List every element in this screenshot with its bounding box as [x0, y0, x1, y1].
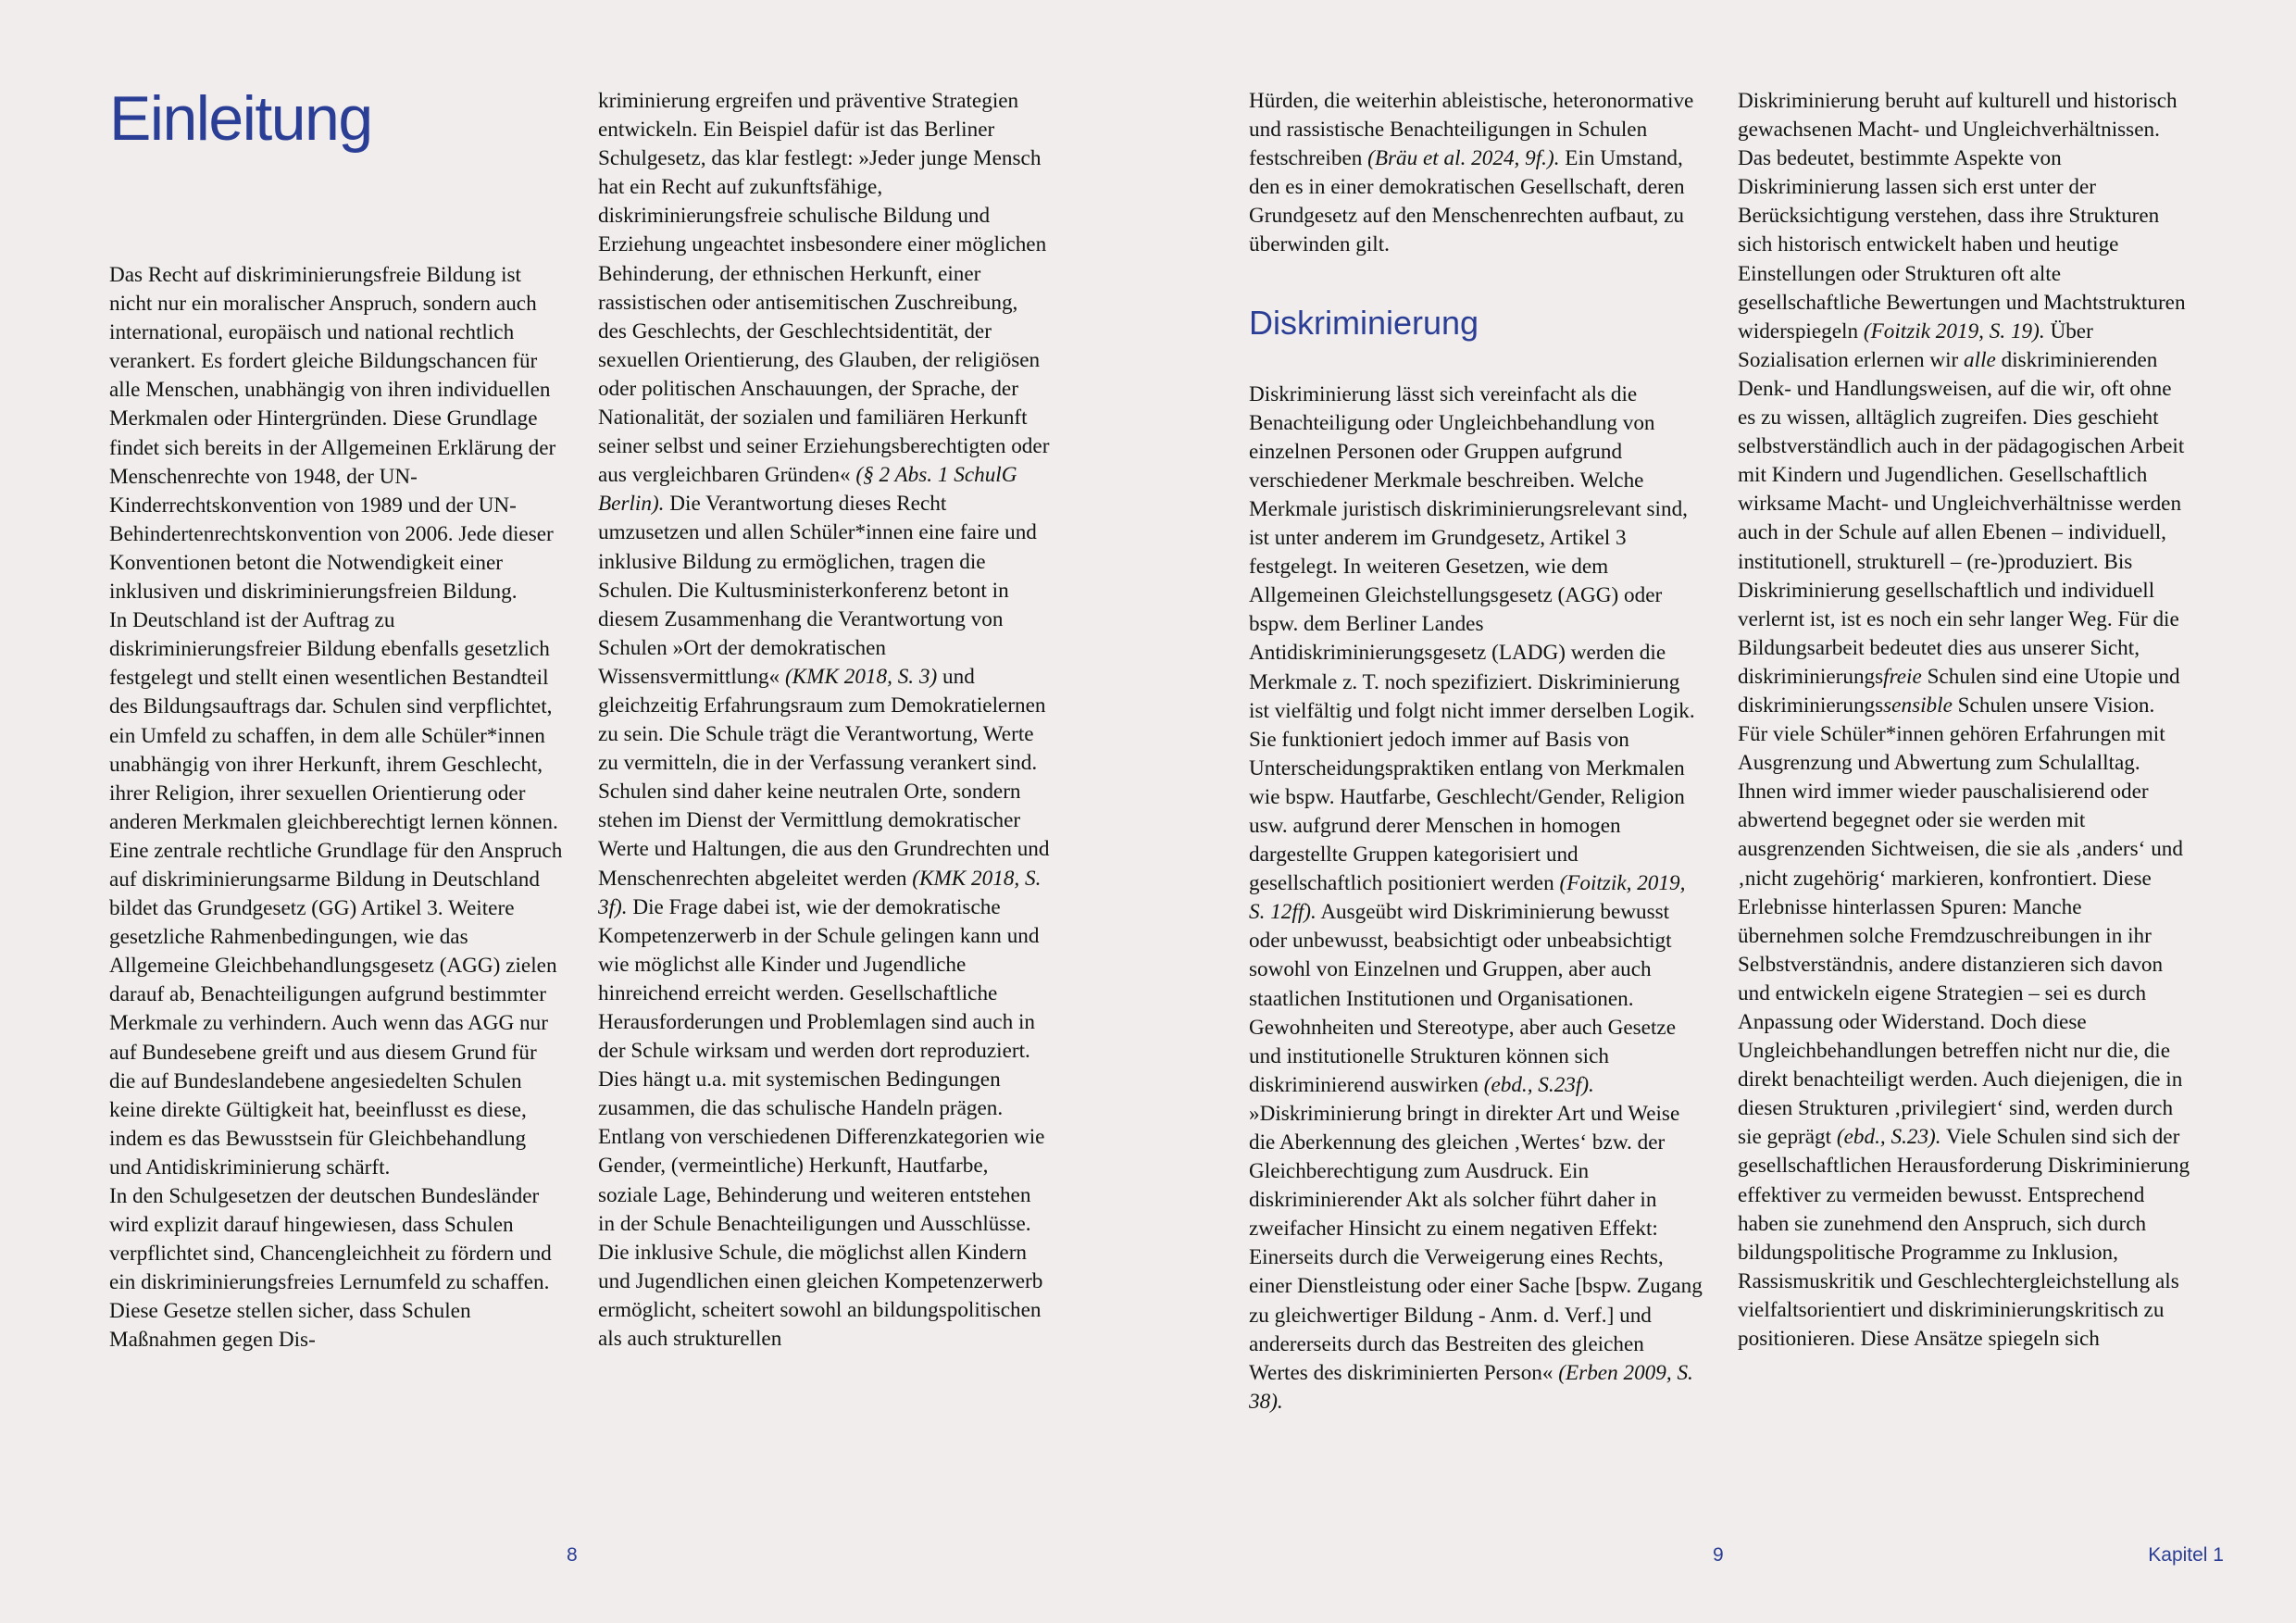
- paragraph: [1738, 720, 2191, 1354]
- citation: (KMK 2018, S. 3f).: [598, 866, 1042, 919]
- citation: (§ 2 Abs. 1 SchulG Berlin).: [598, 463, 1017, 517]
- text-run: Diskriminierung lässt sich vereinfacht als die Benachteiligung oder Ungleichbehandlung von einzelnen Personen oder Gruppen aufgrund verschiedener Merkmale beschreiben. Welche Merkmale juristisch diskriminierungsrelevant sind, ist unter anderem im Grundgesetz, Artikel 3 festgelegt. In weiteren Gesetzen, wie dem Allgemeinen Gleichstellungsgesetz (AGG) oder bspw. dem Berliner Landes Antidiskriminierungsgesetz (LADG) werden die Merkmale z. T. noch spezifiziert. Diskriminierung ist vielfältig und folgt nicht immer derselben Logik. Sie funktioniert jedoch immer auf Basis von Unterscheidungspraktiken entlang von Merkmalen wie bspw. Hautfarbe, Geschlecht/Gender, Religion usw. aufgrund derer Menschen in homogen dargestellte Gruppen kategorisiert und gesellschaftlich positioniert werden: [1249, 381, 1695, 896]
- emphasis: sensible: [1883, 693, 1953, 718]
- citation: (ebd., S.23).: [1836, 1125, 1941, 1150]
- paragraph: [1249, 381, 1703, 1417]
- text-run: und gleichzeitig Erfahrungsraum zum Demokratielernen zu sein. Die Schule trägt die Verantwortung, Werte zu vermitteln, die in der Verfassung verankert sind. Schulen sind daher keine neutralen Orte, sondern stehen im Dienst der Vermittlung demokratischer Werte und Haltungen, die aus den Grundrechten und Menschenrechten abgeleitet werden: [598, 664, 1050, 891]
- citation: (Bräu et al. 2024, 9f.).: [1367, 146, 1560, 171]
- citation: (Foitzik 2019, S. 19).: [1863, 318, 2045, 343]
- citation: (KMK 2018, S. 3): [784, 664, 938, 689]
- text-run: Die Frage dabei ist, wie der demokratische Kompetenzerwerb in der Schule gelingen kann und wie möglichst alle Kinder und Jugendliche hinreichend erreicht werden. Gesellschaftliche Herausforderungen und Problemlagen sind auch in der Schule wirksam und werden dort reproduziert. Dies hängt u.a. mit systemischen Bedingungen zusammen, die das schulische Handeln prägen. Entlang von verschiedenen Differenzkategorien wie Gender, (vermeintliche) Herkunft, Hautfarbe, soziale Lage, Behinderung und weiteren entstehen in der Schule Benachteiligungen und Ausschlüsse. Die inklusive Schule, die möglichst allen Kindern und Jugendlichen einen gleichen Kompetenzerwerb ermöglicht, scheitert sowohl an bildungspolitischen als auch strukturellen: [598, 894, 1045, 1352]
- paragraph: In Deutschland ist der Auftrag zu diskriminierungsfreier Bildung ebenfalls gesetzlich festgelegt und stellt einen wesentlichen Bestandteil des Bildungsauftrags dar. Schulen sind verpflichtet, ein Umfeld zu schaffen, in dem alle Schüler*innen unabhängig von ihrer Herkunft, ihrem Geschlecht, ihrer Religion, ihrer sexuellen Orientierung oder anderen Merkmalen gleichberechtigt lernen können. Eine zentrale rechtliche Grundlage für den Anspruch auf diskriminierungsarme Bildung in Deutschland bildet das Grundgesetz (GG) Artikel 3. Weitere gesetzliche Rahmenbedingungen, wie das Allgemeine Gleichbehandlungsgesetz (AGG) zielen darauf ab, Benachteiligungen aufgrund bestimmter Merkmale zu verhindern. Auch wenn das AGG nur auf Bundesebene greift und aus diesem Grund für die auf Bundeslandebene angesiedelten Schulen keine direkte Gültigkeit hat, beeinflusst es diese, indem es das Bewusstsein für Gleichbehandlung und Antidiskriminierung schärft.: [109, 608, 563, 1180]
- text-column-4: [1738, 87, 2191, 1354]
- text-run: Schulen sind eine Utopie und diskriminierungs: [1738, 664, 2180, 718]
- text-run: Ausgeübt wird Diskriminierung bewusst oder unbewusst, beabsichtigt oder unbeabsichtigt sowohl von Einzelnen und Gruppen, aber auch staatlichen Institutionen und Organisationen. Gewohnheiten und Stereotype, aber auch Gesetze und institutionelle Strukturen können sich diskriminierend auswirken: [1249, 900, 1676, 1097]
- text-run: kriminierung ergreifen und präventive Strategien entwickeln. Ein Beispiel dafür ist das Berliner Schulgesetz, das klar festlegt: »Jeder junge Mensch hat ein Recht auf zukunftsfähige, diskriminierungsfreie schulische Bildung und Erziehung ungeachtet insbesondere einer möglichen Behinderung, der ethnischen Herkunft, einer rassistischen oder antisemitischen Zuschreibung, des Geschlechts, der Geschlechtsidentität, der sexuellen Orientierung, des Glauben, der religiösen oder politischen Anschauungen, der Sprache, der Nationalität, der sozialen und familiären Herkunft seiner selbst und seiner Erziehungsberechtigten oder aus vergleichbaren Gründen«: [598, 89, 1050, 488]
- emphasis: alle: [1964, 347, 1996, 372]
- emphasis: freie: [1883, 664, 1922, 689]
- citation: (Foitzik, 2019, S. 12ff).: [1249, 871, 1686, 925]
- paragraph: [598, 87, 1052, 1354]
- text-column-3: [1249, 87, 1703, 1417]
- text-run: Für viele Schüler*innen gehören Erfahrungen mit Ausgrenzung und Abwertung zum Schulalltag. Ihnen wird immer wieder pauschalisierend oder abwertend begegnet oder sie werden mit ausgrenzenden Sichtweisen, die sie als ‚anders‘ und ‚nicht zugehörig‘ markieren, konfrontiert. Diese Erlebnisse hinterlassen Spuren: Manche übernehmen solche Fremdzuschreibungen in ihr Selbstverständnis, andere distanzieren sich davon und entwickeln eigene Strategien – sei es durch Anpassung oder Widerstand. Doch diese Ungleichbehandlungen betreffen nicht nur die, die direkt benachteiligt werden. Auch diejenigen, die in diesen Strukturen ‚privilegiert‘ sind, werden durch sie geprägt: [1738, 722, 2183, 1150]
- page-number-left: 8: [567, 1544, 578, 1566]
- chapter-label: Kapitel 1: [2148, 1544, 2224, 1566]
- paragraph: In den Schulgesetzen der deutschen Bundesländer wird explizit darauf hingewiesen, dass Schulen verpflichtet sind, Chancengleichheit zu fördern und ein diskriminierungsfreies Lernumfeld zu schaffen. Diese Gesetze stellen sicher, dass Schulen Maßnahmen gegen Dis-: [109, 1184, 552, 1353]
- paragraph: [1738, 87, 2191, 720]
- text-run: Über Sozialisation erlernen wir: [1738, 318, 2093, 372]
- paragraph: Das Recht auf diskriminierungsfreie Bildung ist nicht nur ein moralischer Anspruch, sondern auch international, europäisch und national rechtlich verankert. Es fordert gleiche Bildungschancen für alle Menschen, unabhängig von ihren individuellen Merkmalen oder Hintergründen. Diese Grundlage findet sich bereits in der Allgemeinen Erklärung der Menschenrechte von 1948, der UN-Kinderrechtskonvention von 1989 und der UN-Behindertenrechtskonvention von 2006. Jede dieser Konventionen betont die Notwendigkeit einer inklusiven und diskriminierungsfreien Bildung.: [109, 263, 556, 605]
- text-run: Die Verantwortung dieses Recht umzusetzen und allen Schüler*innen eine faire und inklusive Bildung zu ermöglichen, tragen die Schulen. Die Kultusministerkonferenz betont in diesem Zusammenhang die Verantwortung von Schulen »Ort der demokratischen Wissensvermittlung«: [598, 492, 1037, 689]
- citation: (Erben 2009, S. 38).: [1249, 1360, 1693, 1414]
- text-run: diskriminierenden Denk- und Handlungsweisen, auf die wir, oft ohne es zu wissen, alltäglich zugreifen. Dies geschieht selbstverständlich auch in der pädagogischen Arbeit mit Kindern und Jugendlichen. Gesellschaftlich wirksame Macht- und Ungleichverhältnisse werden auch in der Schule auf allen Ebenen – individuell, institutionell, strukturell – (re-)produziert. Bis Diskriminierung gesellschaftlich und individuell verlernt ist, ist es noch ein sehr langer Weg. Für die Bildungsarbeit bedeutet dies aus unserer Sicht, diskriminierungs: [1738, 347, 2185, 689]
- citation: (ebd., S.23f).: [1483, 1072, 1594, 1097]
- text-run: Hürden, die weiterhin ableistische, heteronormative und rassistische Benachteiligungen in Schulen festschreiben: [1249, 89, 1694, 171]
- text-run: Ein Umstand, den es in einer demokratischen Gesellschaft, deren Grundgesetz auf den Menschenrechten aufbaut, zu überwinden gilt.: [1249, 146, 1685, 257]
- page-number-right: 9: [1713, 1544, 1724, 1566]
- text-run: Viele Schulen sind sich der gesellschaftlichen Herausforderung Diskriminierung effektiver zu vermeiden bewusst. Entsprechend haben sie zunehmend den Anspruch, sich durch bildungspolitische Programme zu Inklusion, Rassismuskritik und Geschlechtergleichstellung als vielfaltsorientiert und diskriminierungskritisch zu positionieren. Diese Ansätze spiegeln sich: [1738, 1125, 2190, 1352]
- text-run: Schulen unsere Vision.: [1957, 693, 2155, 718]
- chapter-heading: Einleitung: [109, 83, 372, 154]
- paragraph: [1249, 87, 1703, 260]
- section-heading: Diskriminierung: [1249, 303, 1479, 342]
- text-run: »Diskriminierung bringt in direkter Art und Weise die Aberkennung des gleichen ‚Wertes‘ bzw. der Gleichberechtigung zum Ausdruck. Ein diskriminierender Akt als solcher führt daher in zweifacher Hinsicht zu einem negativen Effekt: Einerseits durch die Verweigerung eines Rechts, einer Dienstleistung oder einer Sache [bspw. Zugang zu gleichwertiger Bildung - Anm. d. Verf.] und andererseits durch das Bestreiten des gleichen Wertes des diskriminierten Person«: [1249, 1101, 1703, 1385]
- text-column-2: [598, 87, 1052, 1354]
- text-run: Diskriminierung beruht auf kulturell und historisch gewachsenen Macht- und Ungleichverhältnissen. Das bedeutet, bestimmte Aspekte von Diskriminierung lassen sich erst unter der Berücksichtigung verstehen, dass ihre Strukturen sich historisch entwickelt haben und heutige Einstellungen oder Strukturen oft alte gesellschaftliche Bewertungen und Machtstrukturen widerspiegeln: [1738, 89, 2186, 343]
- text-column-1: [109, 261, 563, 1355]
